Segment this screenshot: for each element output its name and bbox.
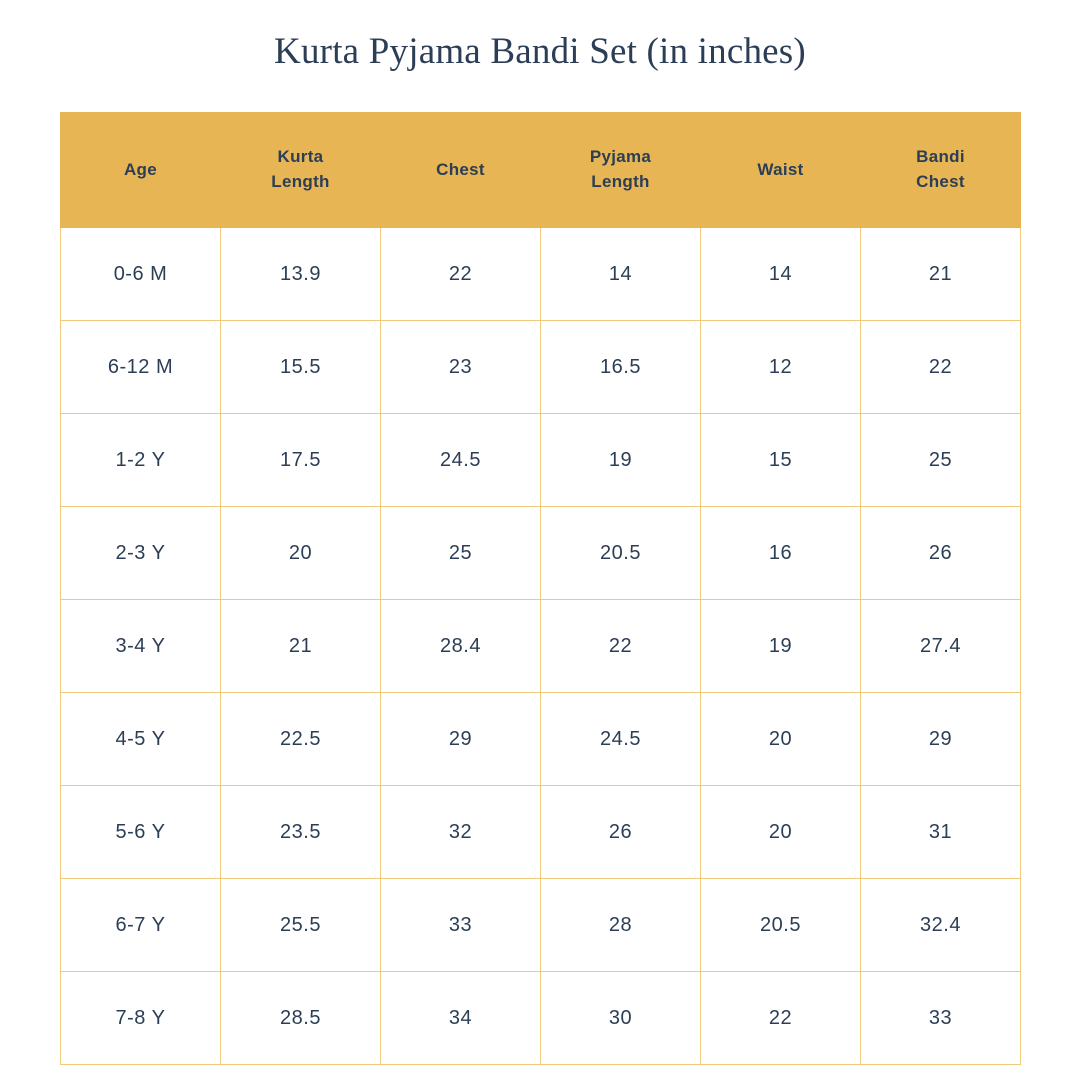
column-header-kurta-length-line1: Kurta	[277, 147, 324, 167]
cell-pyjama-length: 30	[541, 972, 701, 1065]
cell-kurta-length: 17.5	[221, 414, 381, 507]
cell-chest: 33	[381, 879, 541, 972]
column-header-bandi-chest	[861, 113, 1021, 228]
cell-pyjama-length: 19	[541, 414, 701, 507]
column-header-kurta-length-line2: Length	[271, 172, 330, 191]
cell-waist: 12	[701, 321, 861, 414]
table-header	[61, 113, 1021, 228]
column-header-kurta-length	[221, 113, 381, 228]
cell-age: 6-12 M	[61, 321, 221, 414]
cell-kurta-length: 22.5	[221, 693, 381, 786]
table-row	[61, 321, 1021, 414]
column-header-bandi-chest-line2: Chest	[916, 172, 965, 191]
cell-bandi-chest: 33	[861, 972, 1021, 1065]
cell-age: 3-4 Y	[61, 600, 221, 693]
cell-chest: 25	[381, 507, 541, 600]
column-header-waist-line1: Waist	[757, 159, 804, 179]
cell-waist: 20	[701, 693, 861, 786]
column-header-waist	[701, 113, 861, 228]
cell-kurta-length: 20	[221, 507, 381, 600]
column-header-chest-line1: Chest	[436, 159, 485, 179]
column-header-pyjama-length-line2: Length	[591, 172, 650, 191]
cell-pyjama-length: 26	[541, 786, 701, 879]
cell-chest: 34	[381, 972, 541, 1065]
cell-bandi-chest: 31	[861, 786, 1021, 879]
cell-waist: 20	[701, 786, 861, 879]
cell-age: 1-2 Y	[61, 414, 221, 507]
cell-age: 2-3 Y	[61, 507, 221, 600]
size-table-container	[60, 112, 1020, 1065]
column-header-age-line1: Age	[123, 159, 158, 179]
cell-bandi-chest: 21	[861, 228, 1021, 321]
cell-age: 0-6 M	[61, 228, 221, 321]
cell-age: 6-7 Y	[61, 879, 221, 972]
cell-chest: 32	[381, 786, 541, 879]
cell-pyjama-length: 20.5	[541, 507, 701, 600]
cell-bandi-chest: 27.4	[861, 600, 1021, 693]
size-table	[60, 112, 1021, 1065]
cell-age: 7-8 Y	[61, 972, 221, 1065]
cell-kurta-length: 23.5	[221, 786, 381, 879]
table-row	[61, 600, 1021, 693]
cell-chest: 28.4	[381, 600, 541, 693]
cell-waist: 19	[701, 600, 861, 693]
cell-bandi-chest: 22	[861, 321, 1021, 414]
table-row	[61, 786, 1021, 879]
cell-pyjama-length: 24.5	[541, 693, 701, 786]
table-row	[61, 507, 1021, 600]
column-header-chest	[381, 113, 541, 228]
column-header-age	[61, 113, 221, 228]
table-body	[61, 228, 1021, 1065]
cell-waist: 20.5	[701, 879, 861, 972]
cell-bandi-chest: 26	[861, 507, 1021, 600]
cell-waist: 15	[701, 414, 861, 507]
table-header-row	[61, 113, 1021, 228]
cell-kurta-length: 13.9	[221, 228, 381, 321]
cell-waist: 14	[701, 228, 861, 321]
table-row	[61, 228, 1021, 321]
table-row	[61, 879, 1021, 972]
cell-pyjama-length: 16.5	[541, 321, 701, 414]
cell-kurta-length: 15.5	[221, 321, 381, 414]
cell-chest: 29	[381, 693, 541, 786]
page-title: Kurta Pyjama Bandi Set (in inches)	[274, 31, 806, 72]
cell-chest: 23	[381, 321, 541, 414]
cell-kurta-length: 21	[221, 600, 381, 693]
cell-age: 5-6 Y	[61, 786, 221, 879]
cell-bandi-chest: 25	[861, 414, 1021, 507]
cell-pyjama-length: 22	[541, 600, 701, 693]
cell-bandi-chest: 29	[861, 693, 1021, 786]
cell-pyjama-length: 14	[541, 228, 701, 321]
table-row	[61, 972, 1021, 1065]
cell-chest: 24.5	[381, 414, 541, 507]
cell-kurta-length: 25.5	[221, 879, 381, 972]
table-row	[61, 693, 1021, 786]
cell-pyjama-length: 28	[541, 879, 701, 972]
cell-waist: 22	[701, 972, 861, 1065]
cell-chest: 22	[381, 228, 541, 321]
cell-waist: 16	[701, 507, 861, 600]
table-row	[61, 414, 1021, 507]
cell-bandi-chest: 32.4	[861, 879, 1021, 972]
cell-kurta-length: 28.5	[221, 972, 381, 1065]
cell-age: 4-5 Y	[61, 693, 221, 786]
column-header-pyjama-length-line1: Pyjama	[589, 147, 652, 167]
column-header-bandi-chest-line1: Bandi	[916, 147, 965, 167]
column-header-pyjama-length	[541, 113, 701, 228]
